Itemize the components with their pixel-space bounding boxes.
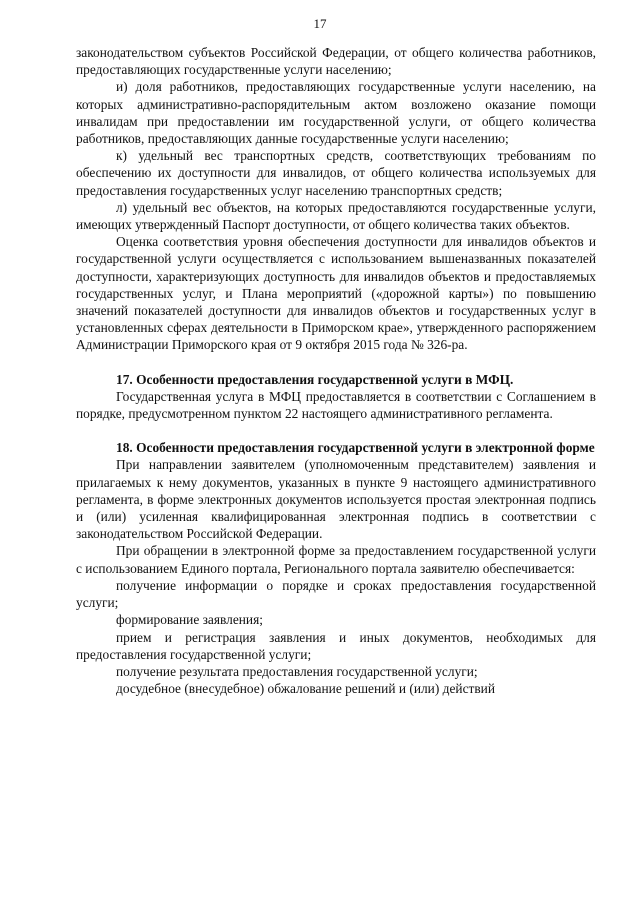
paragraph-portal-access: При обращении в электронной форме за предоставлением государственной услуги с использованием Единого портала, Регионального портала заявителю обеспечивается: <box>76 543 596 576</box>
section-gap <box>76 422 596 439</box>
paragraph-mfc: Государственная услуга в МФЦ предоставляется в соответствии с Соглашением в порядке, предусмотренном пунктом 22 настоящего административного регламента. <box>76 388 596 422</box>
list-item-result: получение результата предоставления государственной услуги; <box>116 663 478 679</box>
paragraph-continuation: законодательством субъектов Российской Федерации, от общего количества работников, предоставляющих государственные услуги населению; <box>76 45 596 78</box>
paragraph-item-i: и) доля работников, предоставляющих государственные услуги населению, на которых административно-распорядительным актом возложено оказание помощи инвалидам при предоставлении им государственной услуги, от общего количества работников, предоставляющих данные государственные услуги населению; <box>76 79 596 147</box>
list-item-information: получение информации о порядке и сроках предоставления государственной услуги; <box>76 577 596 611</box>
page-number: 17 <box>313 16 327 31</box>
paragraph-electronic-signature: При направлении заявителем (уполномоченным представителем) заявления и прилагаемых к нему документов, указанных в пункте 9 настоящего административного регламента, в форме электронных документов используется простая электронная подпись и (или) усиленная квалифицированная электронная подпись в соответствии с законодательством Российской Федерации. <box>76 457 596 542</box>
paragraph-item-l: л) удельный вес объектов, на которых предоставляются государственные услуги, имеющих утвержденный Паспорт доступности, от общего количества таких объектов. <box>76 199 596 233</box>
list-item-application-form: формирование заявления; <box>116 612 263 628</box>
paragraph-item-k: к) удельный вес транспортных средств, соответствующих требованиям по обеспечению их доступности для инвалидов, от общего количества используемых для предоставления государственных услуг населению транспортных средств; <box>76 148 596 198</box>
section-heading-17: 17. Особенности предоставления государственной услуги в МФЦ. <box>116 371 514 387</box>
paragraph-assessment: Оценка соответствия уровня обеспечения доступности для инвалидов объектов и государственной услуги осуществляется с использованием вышеназванных показателей доступности, характеризующих доступность для инвалидов объектов и предоставляемых государственных услуг, и Плана мероприятий («дорожной карты») по повышению значений показателей доступности для инвалидов объектов и государственных услуг в установленных сферах деятельности в Приморском крае», утвержденного распоряжением Администрации Приморского края от 9 октября 2015 года № 326-ра. <box>76 234 596 353</box>
list-item-registration: прием и регистрация заявления и иных документов, необходимых для предоставления государственной услуги; <box>76 629 596 662</box>
section-gap <box>76 354 596 371</box>
section-heading-18: 18. Особенности предоставления государственной услуги в электронной форме <box>116 440 595 456</box>
page-body <box>76 44 596 697</box>
list-item-appeal: досудебное (внесудебное) обжалование решений и (или) действий <box>116 681 496 697</box>
